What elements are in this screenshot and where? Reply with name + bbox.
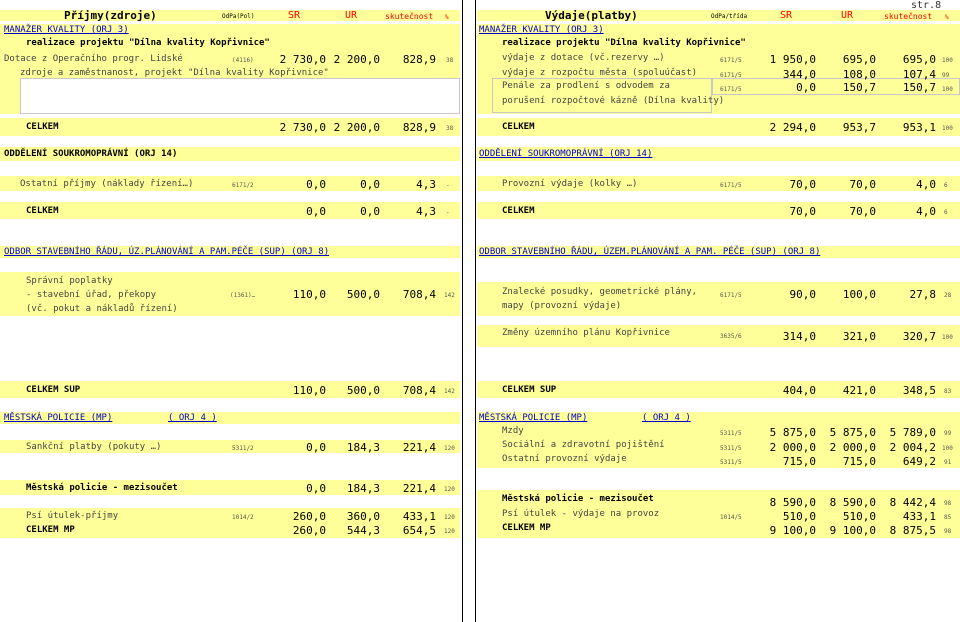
left-mp-celkem-sk: 654,5: [402, 524, 436, 537]
right-mp-mezi-label: Městská policie - mezisoučet: [502, 494, 654, 504]
right-mp-row3-ur: 715,0: [842, 455, 876, 468]
right-mp-row4-pct: 85: [944, 514, 952, 521]
left-soukromo-celkem-label: CELKEM: [26, 206, 59, 216]
left-sup-row1b: - stavební úřad, překopy: [26, 290, 157, 300]
left-soukromo-row1-pct: -: [446, 182, 450, 189]
right-mp-row3-pct: 91: [944, 459, 952, 466]
left-mp-mezi-sr: 0,0: [306, 482, 326, 495]
right-header-pct: %: [945, 14, 949, 21]
left-sup-row1a: Správní poplatky: [26, 276, 113, 286]
left-mp-mezi-ur: 184,3: [346, 482, 380, 495]
right-manazer-row2-sk: 107,4: [902, 68, 936, 81]
right-mp-celkem-label: CELKEM MP: [502, 523, 551, 533]
left-manazer-row1-code: (4116): [232, 57, 254, 64]
right-manazer-row3-ur: 150,7: [842, 81, 876, 94]
right-mp-row1-sr: 5 875,0: [769, 426, 816, 439]
right-soukromo-title[interactable]: ODDĚLENÍ SOUKROMOPRÁVNÍ (ORJ 14): [479, 149, 653, 159]
left-mp-mezi-pct: 120: [444, 486, 455, 493]
left-sup-celkem-sk: 708,4: [402, 384, 436, 397]
left-mp-title[interactable]: MĚSTSKÁ POLICIE (MP): [4, 413, 113, 423]
right-soukromo-celkem-ur: 70,0: [849, 205, 876, 218]
left-mp-celkem-pct: 120: [444, 528, 455, 535]
left-mp-row2-ur: 360,0: [346, 510, 380, 523]
left-soukromo-title: ODDĚLENÍ SOUKROMOPRÁVNÍ (ORJ 14): [4, 149, 178, 159]
right-manazer-project: realizace projektu "Dílna kvality Kopřivnice": [502, 38, 746, 48]
right-sup-row2-code: 3635/6: [720, 333, 742, 340]
left-manazer-celkem-ur: 2 200,0: [333, 121, 380, 134]
right-manazer-row2-ur: 108,0: [842, 68, 876, 81]
right-manazer-row2-pct: 99: [942, 72, 950, 79]
left-mp-orj[interactable]: ( ORJ 4 ): [168, 413, 217, 423]
left-header-sr: SR: [288, 10, 301, 21]
right-sup-row1b: mapy (provozní výdaje): [502, 301, 622, 311]
right-manazer-row2-code: 6171/5: [720, 72, 742, 79]
left-soukromo-celkem-ur: 0,0: [360, 205, 380, 218]
left-mp-row2-sr: 260,0: [292, 510, 326, 523]
right-manazer-row3-sr: 0,0: [796, 81, 816, 94]
left-sup-row1-ur: 500,0: [346, 288, 380, 301]
left-mp-row2-sk: 433,1: [402, 510, 436, 523]
right-mp-row1-ur: 5 875,0: [829, 426, 876, 439]
right-header-title: Výdaje(platby): [545, 9, 638, 22]
right-mp-row2-ur: 2 000,0: [829, 441, 876, 454]
right-mp-celkem-sk: 8 875,5: [889, 524, 936, 537]
right-sup-celkem-label: CELKEM SUP: [502, 385, 557, 395]
left-manazer-row1-sr: 2 730,0: [279, 53, 326, 66]
right-sup-celkem-sr: 404,0: [782, 384, 816, 397]
right-manazer-row3-sk: 150,7: [902, 81, 936, 94]
right-sup-celkem-sk: 348,5: [902, 384, 936, 397]
left-manazer-celkem-sr: 2 730,0: [279, 121, 326, 134]
left-soukromo-row1-code: 6171/2: [232, 182, 254, 189]
left-mp-row2-code: 1014/2: [232, 514, 254, 521]
left-header-ur: UR: [345, 10, 358, 21]
left-soukromo-celkem-sk: 4,3: [416, 205, 436, 218]
right-mp-orj[interactable]: ( ORJ 4 ): [642, 413, 691, 423]
left-sup-row1-pct: 142: [444, 292, 455, 299]
left-sup-row1-sk: 708,4: [402, 288, 436, 301]
right-soukromo-row1-ur: 70,0: [849, 178, 876, 191]
right-mp-row3-sr: 715,0: [782, 455, 816, 468]
right-header-skutecnost: skutečnost: [884, 12, 933, 21]
left-soukromo-celkem-sr: 0,0: [306, 205, 326, 218]
right-mp-celkem-pct: 98: [944, 528, 952, 535]
right-soukromo-celkem-label: CELKEM: [502, 206, 535, 216]
right-mp-mezi-pct: 98: [944, 500, 952, 507]
right-sup-row2-ur: 321,0: [842, 330, 876, 343]
right-manazer-row1-sr: 1 950,0: [769, 53, 816, 66]
right-sup-row2-sk: 320,7: [902, 330, 936, 343]
right-mp-row2-sk: 2 004,2: [889, 441, 936, 454]
right-sup-row2-pct: 100: [942, 334, 953, 341]
left-sup-celkem-label: CELKEM SUP: [26, 385, 81, 395]
left-manazer-celkem-pct: 38: [446, 125, 454, 132]
right-manazer-row1-code: 6171/5: [720, 57, 742, 64]
right-mp-row4-sr: 510,0: [782, 510, 816, 523]
right-manazer-row3-label: Penále za prodlení s odvodem za: [502, 81, 670, 91]
left-soukromo-row1-sr: 0,0: [306, 178, 326, 191]
divider-right: [475, 0, 476, 622]
right-manazer-celkem-sk: 953,1: [902, 121, 936, 134]
right-sup-row1-ur: 100,0: [842, 288, 876, 301]
left-soukromo-row1-ur: 0,0: [360, 178, 380, 191]
left-empty-cell: [20, 78, 460, 114]
right-mp-row2-sr: 2 000,0: [769, 441, 816, 454]
right-soukromo-row1-label: Provozní výdaje (kolky …): [502, 179, 638, 189]
left-manazer-row1-ur: 2 200,0: [333, 53, 380, 66]
right-soukromo-row1-sr: 70,0: [789, 178, 816, 191]
right-mp-row2-pct: 100: [942, 445, 953, 452]
left-mp-row1-ur: 184,3: [346, 441, 380, 454]
right-soukromo-celkem-sr: 70,0: [789, 205, 816, 218]
right-manazer-row2-sr: 344,0: [782, 68, 816, 81]
left-mp-row1-label: Sankční platby (pokuty …): [26, 442, 162, 452]
page-number: str.8: [911, 0, 942, 11]
right-mp-row2-label: Sociální a zdravotní pojištění: [502, 440, 665, 450]
right-mp-title[interactable]: MĚSTSKÁ POLICIE (MP): [479, 413, 588, 423]
left-mp-row1-code: 5311/2: [232, 445, 254, 452]
right-manazer-row2-label: výdaje z rozpočtu města (spoluúčast): [502, 68, 698, 78]
right-sup-row1-sk: 27,8: [909, 288, 936, 301]
right-sup-celkem-ur: 421,0: [842, 384, 876, 397]
right-mp-row3-label: Ostatní provozní výdaje: [502, 454, 627, 464]
left-manazer-row1-label: Dotace z Operačního progr. Lidské: [4, 54, 183, 64]
right-mp-mezi-sk: 8 442,4: [889, 496, 936, 509]
right-soukromo-row1-code: 6171/5: [720, 182, 742, 189]
right-soukromo-celkem-pct: 6: [944, 209, 948, 216]
left-soukromo-row1-sk: 4,3: [416, 178, 436, 191]
left-mp-row1-pct: 120: [444, 445, 455, 452]
left-manazer-celkem-label: CELKEM: [26, 122, 59, 132]
left-manazer-row1-sk: 828,9: [402, 53, 436, 66]
left-sup-row1-code: (1361)…: [230, 292, 256, 299]
left-mp-mezi-label: Městská policie - mezisoučet: [26, 483, 178, 493]
right-soukromo-celkem-sk: 4,0: [916, 205, 936, 218]
left-header-odpa: OdPa(Pol): [222, 13, 255, 20]
right-manazer-celkem-ur: 953,7: [842, 121, 876, 134]
right-mp-mezi-ur: 8 590,0: [829, 496, 876, 509]
right-mp-celkem-ur: 9 100,0: [829, 524, 876, 537]
left-mp-celkem-ur: 544,3: [346, 524, 380, 537]
left-sup-celkem-sr: 110,0: [292, 384, 326, 397]
right-mp-row4-sk: 433,1: [902, 510, 936, 523]
right-manazer-row3b: porušení rozpočtové kázně (Dílna kvality): [502, 96, 725, 106]
right-header-odpa: OdPa/třída: [711, 13, 748, 20]
right-manazer-row3-pct: 100: [942, 86, 953, 93]
right-soukromo-row1-pct: 6: [944, 182, 948, 189]
right-sup-row1-pct: 28: [944, 292, 952, 299]
right-sup-title[interactable]: ODBOR STAVEBNÍHO ŘÁDU, ÚZEM.PLÁNOVÁNÍ A PAM. PÉČE (SUP) (ORJ 8): [479, 247, 821, 257]
divider-left: [462, 0, 463, 622]
left-header-pct: %: [445, 14, 449, 21]
left-soukromo-row1-label: Ostatní příjmy (náklady řízení…): [20, 179, 194, 189]
right-sup-celkem-pct: 83: [944, 388, 952, 395]
left-mp-mezi-sk: 221,4: [402, 482, 436, 495]
right-mp-row4-code: 1014/5: [720, 514, 742, 521]
right-mp-row4-ur: 510,0: [842, 510, 876, 523]
right-sup-row1a: Znalecké posudky, geometrické plány,: [502, 287, 698, 297]
left-header-skutecnost: skutečnost: [385, 12, 434, 21]
right-manazer-row3-code: 6171/5: [720, 86, 742, 93]
right-manazer-row1-ur: 695,0: [842, 53, 876, 66]
left-manazer-project: realizace projektu "Dílna kvality Kopřivnice": [26, 38, 270, 48]
right-mp-row4-label: Psí útulek - výdaje na provoz: [502, 509, 660, 519]
left-manazer-title[interactable]: MANAŽER KVALITY (ORJ 3): [4, 25, 129, 35]
left-mp-celkem-label: CELKEM MP: [26, 525, 75, 535]
right-sup-row1-code: 6171/5: [720, 292, 742, 299]
left-header-title: Příjmy(zdroje): [64, 9, 157, 22]
right-mp-celkem-sr: 9 100,0: [769, 524, 816, 537]
left-mp-row1-sr: 0,0: [306, 441, 326, 454]
right-mp-row1-label: Mzdy: [502, 426, 524, 436]
left-mp-row1-sk: 221,4: [402, 441, 436, 454]
right-manazer-celkem-pct: 100: [942, 125, 953, 132]
left-sup-row1c: (vč. pokut a nákladů řízení): [26, 304, 178, 314]
right-manazer-row1-sk: 695,0: [902, 53, 936, 66]
right-mp-row3-sk: 649,2: [902, 455, 936, 468]
right-mp-row1-code: 5311/5: [720, 430, 742, 437]
right-manazer-row1-pct: 100: [942, 57, 953, 64]
right-manazer-celkem-label: CELKEM: [502, 122, 535, 132]
left-sup-celkem-ur: 500,0: [346, 384, 380, 397]
right-manazer-row1-label: výdaje z dotace (vč.rezervy …): [502, 53, 665, 63]
left-manazer-celkem-sk: 828,9: [402, 121, 436, 134]
left-manazer-row1-pct: 38: [446, 57, 454, 64]
left-sup-row1-sr: 110,0: [292, 288, 326, 301]
right-manazer-title[interactable]: MANAŽER KVALITY (ORJ 3): [479, 25, 604, 35]
right-soukromo-row1-sk: 4,0: [916, 178, 936, 191]
left-sup-celkem-pct: 142: [444, 388, 455, 395]
right-mp-row2-code: 5311/5: [720, 445, 742, 452]
right-sup-row2-label: Změny územního plánu Kopřivnice: [502, 328, 670, 338]
right-header-ur: UR: [841, 10, 854, 21]
left-soukromo-celkem-pct: -: [446, 209, 450, 216]
right-header-sr: SR: [780, 10, 793, 21]
left-mp-row2-pct: 120: [444, 514, 455, 521]
right-mp-mezi-sr: 8 590,0: [769, 496, 816, 509]
right-mp-row1-sk: 5 789,0: [889, 426, 936, 439]
left-mp-row2-label: Psí útulek-příjmy: [26, 511, 119, 521]
left-sup-title[interactable]: ODBOR STAVEBNÍHO ŘÁDU, ÚZ.PLÁNOVÁNÍ A PAM.PÉČE (SUP) (ORJ 8): [4, 247, 330, 257]
right-mp-row1-pct: 99: [944, 430, 952, 437]
left-mp-celkem-sr: 260,0: [292, 524, 326, 537]
right-mp-row3-code: 5311/5: [720, 459, 742, 466]
right-sup-row2-sr: 314,0: [782, 330, 816, 343]
right-sup-row1-sr: 90,0: [789, 288, 816, 301]
left-manazer-row1b: zdroje a zaměstnanost, projekt "Dílna kvality Kopřivnice": [20, 68, 329, 78]
right-manazer-celkem-sr: 2 294,0: [769, 121, 816, 134]
